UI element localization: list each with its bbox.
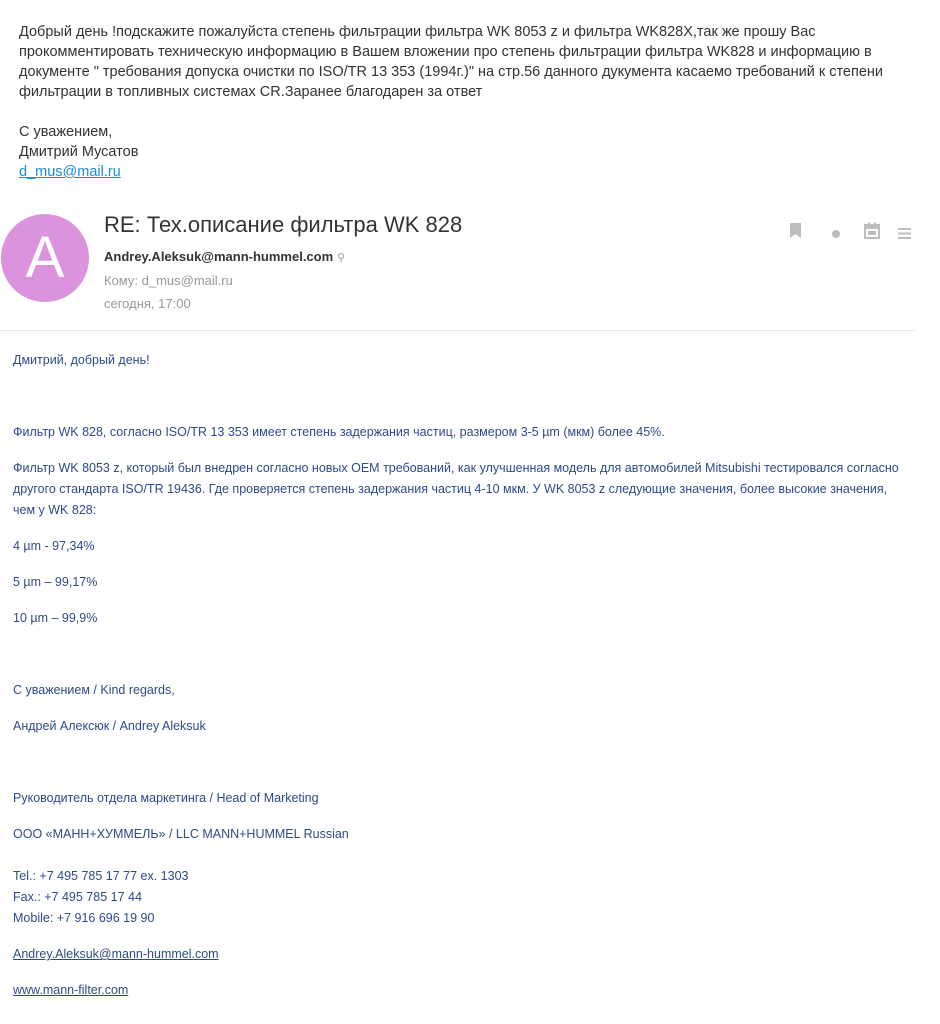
sender-address-text[interactable]: Andrey.Aleksuk@mann-hummel.com bbox=[104, 249, 334, 264]
sender-address[interactable] bbox=[104, 249, 345, 264]
unread-dot-icon[interactable] bbox=[831, 226, 841, 244]
body-sender-name: Андрей Алексюк / Andrey Aleksuk bbox=[13, 719, 206, 733]
quoted-text: Добрый день !подскажите пожалуйста степень фильтрации фильтра WK 8053 z и фильтра WK828X,так же прошу Вас прокомментировать техническую информацию в Вашем вложении про степень фильтрации фильтра WK828 и информацию в документе " требования допуска очистки по ISO/TR 13 353 (1994г.)" на стр.56 данного дукумента касаемо требований к степени фильтрации в топливных системах CR.Заранее благодарен за ответ bbox=[19, 24, 884, 100]
body-position: Руководитель отдела маркетинга / Head of Marketing bbox=[13, 791, 319, 805]
header-divider bbox=[0, 330, 915, 331]
body-regards: С уважением / Kind regards, bbox=[13, 683, 175, 697]
body-value-5um: 5 µm – 99,17% bbox=[13, 575, 98, 589]
body-company: ООО «МАНН+ХУММЕЛЬ» / LLC MANN+HUMMEL Russian bbox=[13, 827, 349, 841]
bookmark-icon[interactable] bbox=[789, 222, 802, 244]
quoted-closing: С уважением, bbox=[19, 124, 113, 140]
body-paragraph-1: Фильтр WK 828, согласно ISO/TR 13 353 имеет степень задержания частиц, размером 3-5 µm (мкм) более 45%. bbox=[13, 425, 665, 439]
avatar[interactable]: A bbox=[1, 214, 89, 302]
body-paragraph-2: Фильтр WK 8053 z, который был внедрен согласно новых OEM требований, как улучшенная модель для автомобилей Mitsubishi тестировался согласно другого стандарта ISO/TR 19436. Где проверяется степень задержания частиц 4-10 мкм. У WK 8053 z следующие значения, более высокие значения, чем у WK 828: bbox=[13, 461, 899, 517]
calendar-icon[interactable] bbox=[864, 222, 880, 244]
body-fax: Fax.: +7 495 785 17 44 bbox=[13, 890, 142, 904]
quoted-email-link[interactable]: d_mus@mail.ru bbox=[19, 164, 121, 180]
body-greeting: Дмитрий, добрый день! bbox=[13, 353, 150, 367]
body-mobile: Mobile: +7 916 696 19 90 bbox=[13, 911, 155, 925]
body-email-link[interactable]: Andrey.Aleksuk@mann-hummel.com bbox=[13, 947, 219, 961]
body-web-link[interactable]: www.mann-filter.com bbox=[13, 983, 129, 997]
quoted-sender-name: Дмитрий Мусатов bbox=[19, 144, 139, 160]
body-tel: Tel.: +7 495 785 17 77 ex. 1303 bbox=[13, 869, 189, 883]
quoted-message bbox=[19, 22, 919, 182]
message-subject: RE: Тех.описание фильтра WK 828 bbox=[104, 212, 463, 237]
body-value-10um: 10 µm – 99,9% bbox=[13, 611, 98, 625]
recipient-line: Кому: d_mus@mail.ru bbox=[104, 273, 233, 288]
menu-icon[interactable] bbox=[898, 226, 911, 244]
search-sender-icon[interactable]: ⚲ bbox=[337, 252, 346, 264]
body-value-4um: 4 µm - 97,34% bbox=[13, 539, 95, 553]
message-date: сегодня, 17:00 bbox=[104, 296, 191, 311]
